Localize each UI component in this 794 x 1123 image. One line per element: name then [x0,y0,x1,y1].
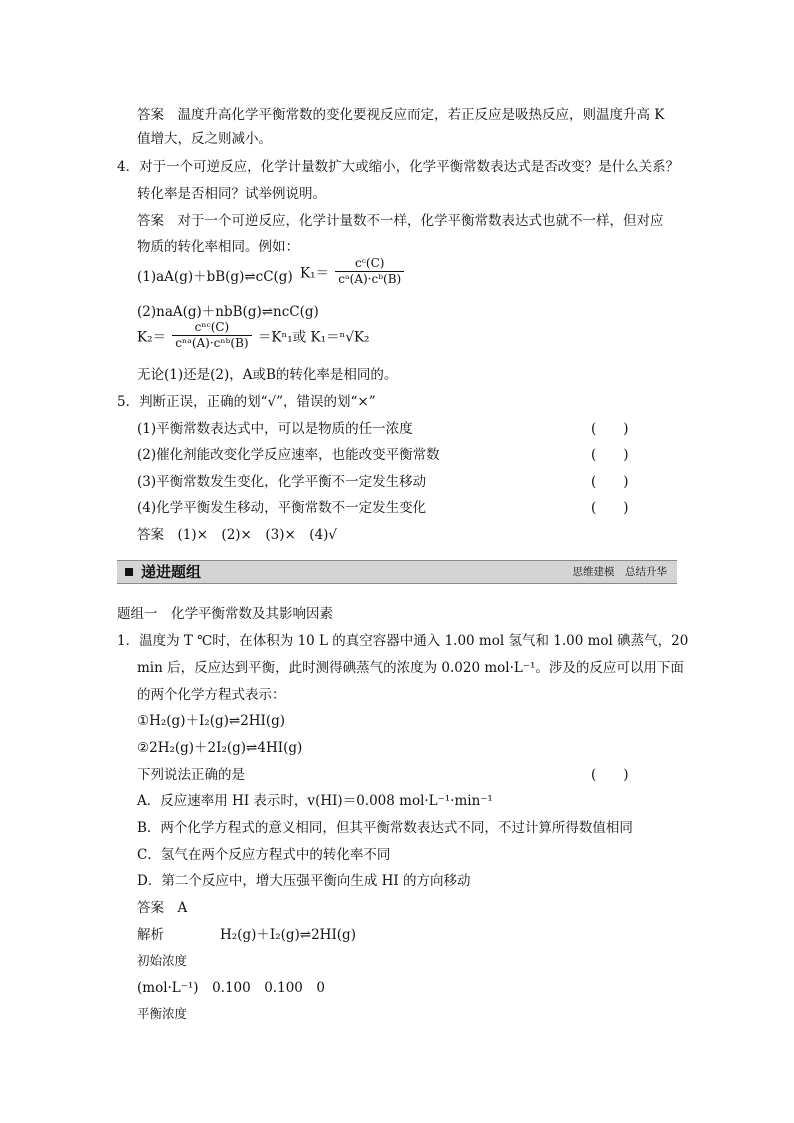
group1-answer: 答案 A [137,900,188,916]
q4-k1-expression [300,256,406,287]
group1-q1-line3: 的两个化学方程式表示： [137,687,286,703]
group1-blank: ( ) [591,767,629,783]
q5-item-2: (2)催化剂能改变化学反应速率，也能改变平衡常数 [137,447,440,463]
q4-answer-line2: 物质的转化率相同。例如： [137,239,299,255]
q5-item-4: (4)化学平衡发生移动，平衡常数不一定发生变化 [137,500,427,516]
q5-blank-3: ( ) [591,474,629,490]
equilibrium-concentration-label: 平衡浓度 [137,1006,188,1021]
q4-k2-expression [137,320,369,351]
q5-title: 5．判断正误，正确的划“√”，错误的划“×” [117,394,376,410]
section-header [117,560,677,584]
option-b: B．两个化学方程式的意义相同，但其平衡常数表达式不同，不过计算所得数值相同 [137,820,633,836]
option-d: D．第二个反应中，增大压强平衡向生成 HI 的方向移动 [137,873,471,889]
q4-equation-2: (2)naA(g)＋nbB(g)⇌ncC(g) [137,304,319,320]
q5-blank-4: ( ) [591,500,629,516]
section-subtitle: 思维建模 总结升华 [572,566,667,578]
q4-equation-1: (1)aA(g)＋bB(g)⇌cC(g) [137,269,293,285]
group1-prompt: 下列说法正确的是 [137,767,245,783]
option-a: A．反应速率用 HI 表示时，v(HI)＝0.008 mol·L⁻¹·min⁻¹ [137,793,493,809]
q5-answer: 答案 (1)× (2)× (3)× (4)√ [137,527,338,543]
q5-blank-2: ( ) [591,447,629,463]
section-title: 递进题组 [141,563,202,581]
group1-q1-line1: 1．温度为 T ℃时，在体积为 10 L 的真空容器中通入 1.00 mol 氢气和 1.00 mol 碘蒸气，20 [117,633,689,649]
q4-question-line2: 转化率是否相同？试举例说明。 [137,186,326,202]
q5-item-3: (3)平衡常数发生变化，化学平衡不一定发生移动 [137,474,427,490]
analysis-label: 解析 [137,927,164,943]
q3-answer-line2: 值增大，反之则减小。 [137,131,272,147]
group1-title: 题组一 化学平衡常数及其影响因素 [117,606,333,622]
initial-concentration-label: 初始浓度 [137,953,188,968]
option-c: C．氢气在两个反应方程式中的转化率不同 [137,847,391,863]
analysis-equation: H₂(g)＋I₂(g)⇌2HI(g) [220,927,356,943]
q4-answer-line1: 答案 对于一个可逆反应，化学计量数不一样，化学平衡常数表达式也就不一样，但对应 [137,213,664,229]
k1-numerator: cᶜ(C) [335,256,404,272]
q5-item-1: (1)平衡常数表达式中，可以是物质的任一浓度 [137,421,413,437]
k1-label: K₁＝ [300,265,329,282]
q3-answer-line1: 答案 温度升高化学平衡常数的变化要视反应而定，若正反应是吸热反应，则温度升高 K [137,107,665,123]
group1-q1-line2: min 后，反应达到平衡，此时测得碘蒸气的浓度为 0.020 mol·L⁻¹。涉及的反应可以用下面 [137,660,684,676]
k2-fraction [172,320,251,351]
q5-blank-1: ( ) [591,421,629,437]
square-bullet-icon [125,568,133,576]
k2-denominator: cⁿᵃ(A)·cⁿᵇ(B) [175,336,249,350]
k2-numerator: cⁿᶜ(C) [172,320,251,336]
k2-label: K₂＝ [137,329,166,346]
k1-fraction [335,256,404,287]
q4-question-line1: 4．对于一个可逆反应，化学计量数扩大或缩小，化学平衡常数表达式是否改变？是什么关系？ [117,159,680,175]
k2-tail: ＝Kⁿ₁或 K₁＝ⁿ√K₂ [257,329,370,346]
k1-denominator: cᵃ(A)·cᵇ(B) [338,272,402,286]
initial-concentration-row: (mol·L⁻¹) 0.100 0.100 0 [137,980,325,996]
q4-conclusion: 无论(1)还是(2)，A或B的转化率是相同的。 [137,367,398,383]
group1-equation-2: ②2H₂(g)＋2I₂(g)⇌4HI(g) [137,740,303,756]
group1-equation-1: ①H₂(g)＋I₂(g)⇌2HI(g) [137,713,286,729]
